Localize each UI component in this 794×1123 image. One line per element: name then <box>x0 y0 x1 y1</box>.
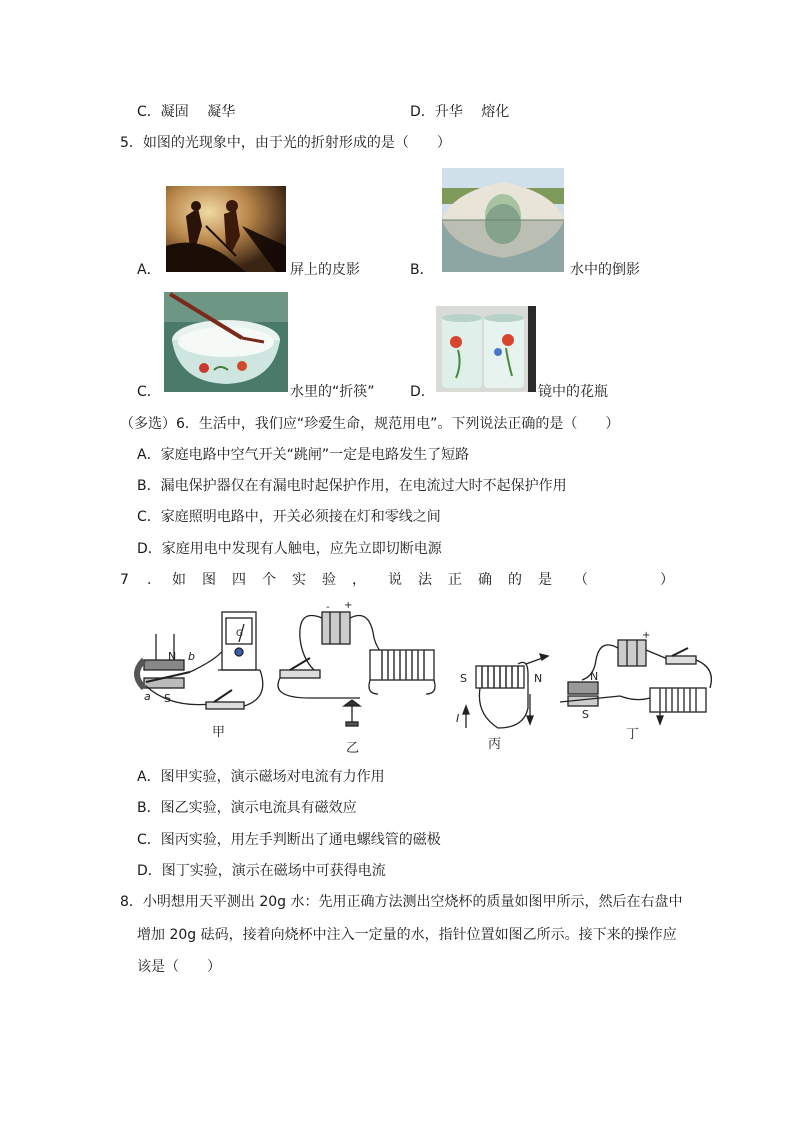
q5-option-b-label: B． <box>410 262 434 278</box>
q6-stem: （多选）6．生活中，我们应“珍爱生命，规范用电”。下列说法正确的是（ ） <box>120 416 620 432</box>
q6-option-a: A．家庭电路中空气开关“跳闸”一定是电路发生了短路 <box>137 447 470 463</box>
label-s-ding: S <box>582 708 589 721</box>
q7-stem-char: 7 <box>120 572 129 588</box>
figure-jia <box>137 612 263 709</box>
q7-option-c: C．图丙实验，用左手判断出了通电螺线管的磁极 <box>137 832 441 848</box>
q4-option-c: C．凝固 凝华 <box>137 104 236 120</box>
q7-stem-char: 图 <box>202 572 216 588</box>
q5-option-b-caption: 水中的倒影 <box>570 262 640 278</box>
q6-option-b: B．漏电保护器仅在有漏电时起保护作用，在电流过大时不起保护作用 <box>137 478 567 494</box>
caption-yi: 乙 <box>346 741 360 756</box>
label-s-bing: S <box>460 672 467 685</box>
q7-stem-char: ） <box>660 572 674 588</box>
q8-stem-line2: 增加 20g 砝码，接着向烧杯中注入一定量的水，指针位置如图乙所示。接下来的操作应 <box>137 927 677 943</box>
q7-stem-char: 正 <box>448 572 462 588</box>
q5-option-d-caption: 镜中的花瓶 <box>538 384 608 400</box>
label-a: a <box>144 690 151 703</box>
q6-option-d: D．家庭用电中发现有人触电，应先立即切断电源 <box>137 541 442 557</box>
label-n: N <box>168 650 177 663</box>
q7-experiment-figure <box>130 598 720 758</box>
q5-stem: 5．如图的光现象中，由于光的折射形成的是（ ） <box>120 135 451 151</box>
bridge-reflection-photo <box>442 168 564 272</box>
mirror-vase-photo <box>436 306 536 392</box>
q7-option-d: D．图丁实验，演示在磁场中可获得电流 <box>137 863 386 879</box>
q7-stem-char: 说 <box>388 572 402 588</box>
q5-option-d-label: D． <box>410 384 435 400</box>
caption-bing: 丙 <box>488 737 502 752</box>
q7-stem-char: 的 <box>508 572 522 588</box>
q7-stem-char: ， <box>352 572 366 588</box>
caption-jia: 甲 <box>212 725 226 740</box>
q5-option-c-label: C． <box>137 384 161 400</box>
q8-stem-line3: 该是（ ） <box>137 959 221 975</box>
q7-stem-char: 如 <box>172 572 186 588</box>
label-g: G <box>236 629 243 639</box>
q7-stem-char: 确 <box>478 572 492 588</box>
label-plus-ding: + <box>642 630 651 641</box>
q8-stem-line1: 8．小明想用天平测出 20g 水：先用正确方法测出空烧杯的质量如图甲所示，然后在右盘中 <box>120 894 683 910</box>
label-plus: + <box>344 600 353 611</box>
q7-stem-char: 验 <box>322 572 336 588</box>
q5-option-a-label: A． <box>137 262 161 278</box>
label-i: I <box>456 712 460 725</box>
q7-stem-char: . <box>147 572 152 588</box>
q7-stem-char: （ <box>574 572 588 588</box>
label-s: S <box>164 692 171 705</box>
figure-bing <box>456 654 548 728</box>
label-b: b <box>188 650 195 663</box>
q5-option-c-caption: 水里的“折筷” <box>290 384 375 400</box>
q4-option-d: D．升华 熔化 <box>410 104 510 120</box>
q6-option-c: C．家庭照明电路中，开关必须接在灯和零线之间 <box>137 509 441 525</box>
bowl-chopstick-photo <box>164 292 288 392</box>
figure-ding <box>560 630 711 724</box>
q5-option-a-caption: 屏上的皮影 <box>290 262 360 278</box>
shadow-puppet-photo <box>166 186 286 272</box>
caption-ding: 丁 <box>626 727 640 742</box>
label-minus: - <box>326 602 330 613</box>
q7-option-b: B．图乙实验，演示电流具有磁效应 <box>137 800 357 816</box>
q7-stem-char: 是 <box>538 572 552 588</box>
figure-yi <box>278 600 435 726</box>
q7-option-a: A．图甲实验，演示磁场对电流有力作用 <box>137 769 385 785</box>
label-n-bing: N <box>534 672 543 685</box>
q7-stem-char: 实 <box>292 572 306 588</box>
q7-stem-char: 四 <box>232 572 246 588</box>
label-n-ding: N <box>590 670 599 683</box>
q7-stem-char: 法 <box>418 572 432 588</box>
q7-stem-char: 个 <box>262 572 276 588</box>
